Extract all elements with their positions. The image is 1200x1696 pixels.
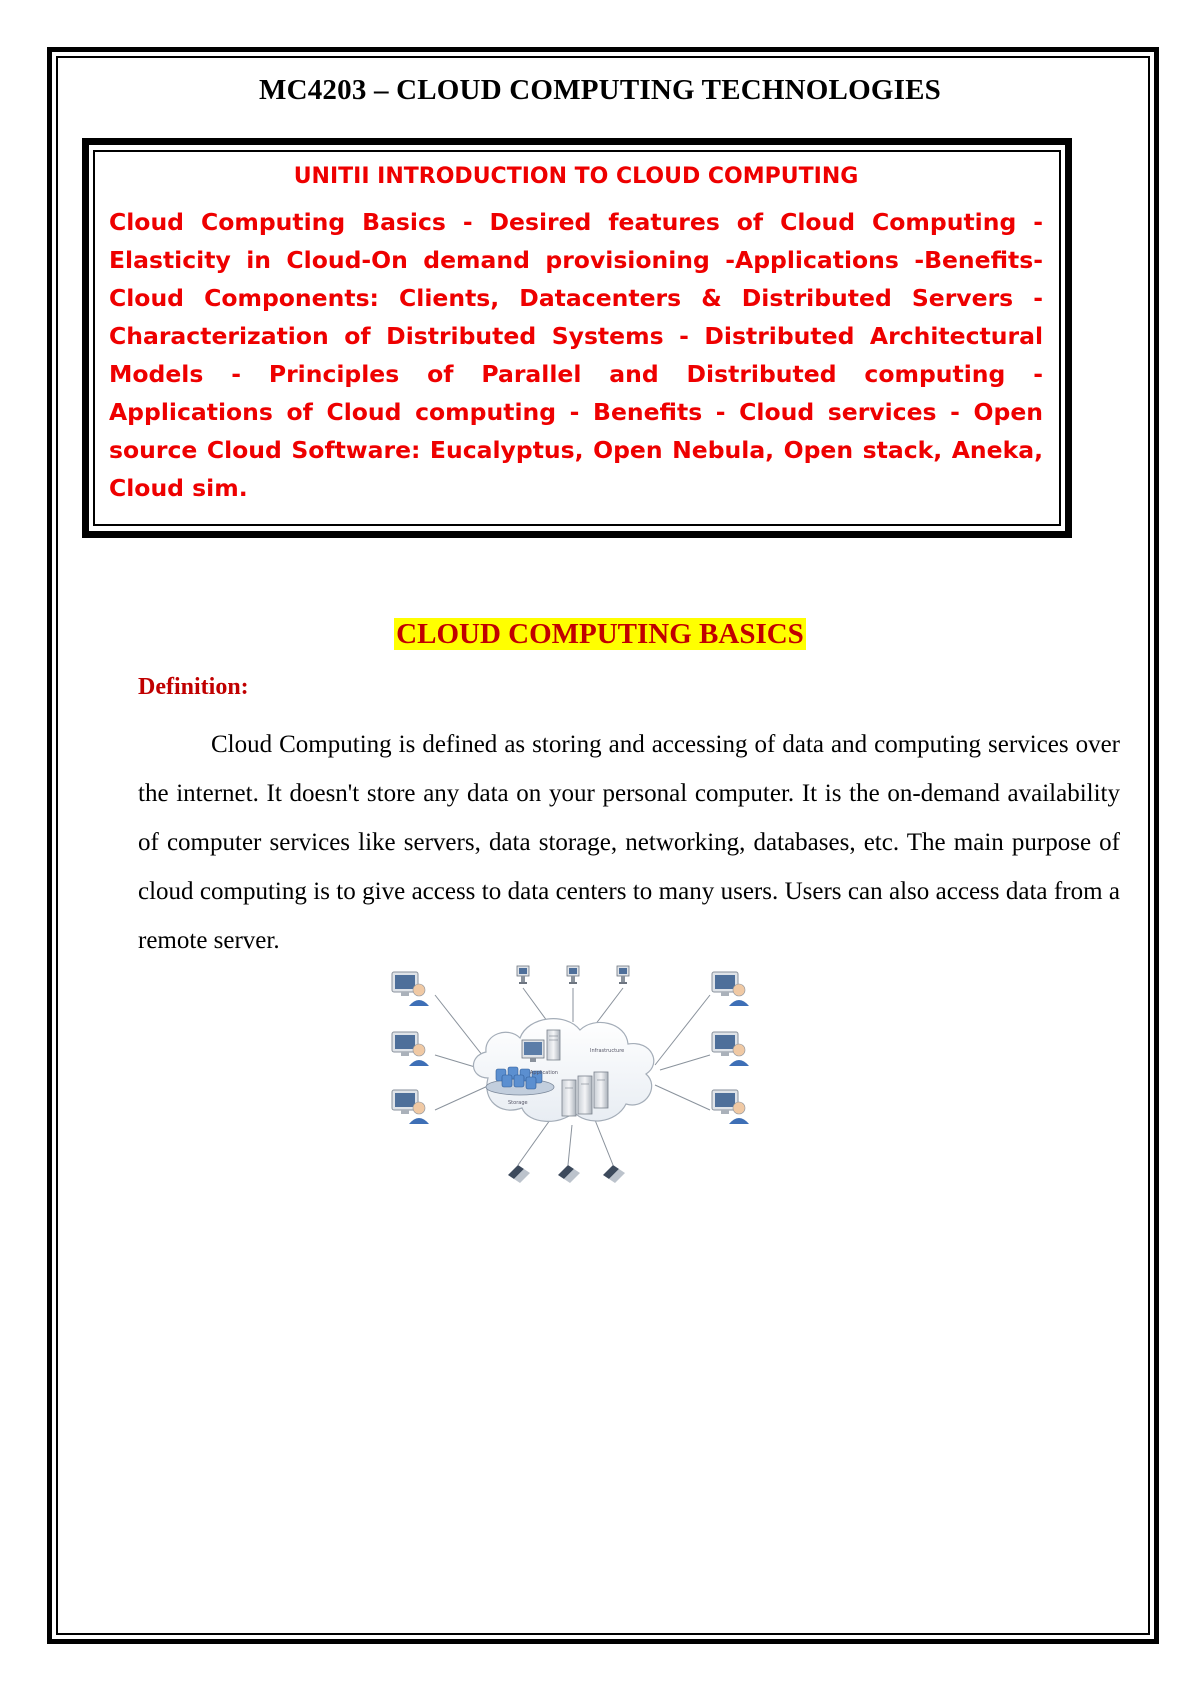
- unit-syllabus: Cloud Computing Basics - Desired features of Cloud Computing - Elasticity in Cloud-On demand provisioning -Applications -Benefits-Cloud Components: Clients, Datacenters & Distributed Servers - Characterization of Distributed Systems - Distributed Architectural Models - Principles of Parallel and Distributed computing - Applications of Cloud computing - Benefits - Cloud services - Open source Cloud Software: Eucalyptus, Open Nebula, Open stack, Aneka, Cloud sim.: [109, 208, 1043, 502]
- unit-box: [93, 150, 1061, 526]
- laptop-icon: [558, 1165, 580, 1183]
- laptop-icon: [603, 1165, 625, 1183]
- laptop-icon: [508, 1165, 530, 1183]
- definition-label: Definition:: [138, 674, 249, 700]
- label-storage: Storage: [508, 1100, 528, 1106]
- definition-text: Cloud Computing is defined as storing and accessing of data and computing services over the internet. It doesn't store any data on your personal computer. It is the on-demand availability of computer services like servers, data storage, networking, databases, etc. The main purpose of cloud computing is to give access to data centers to many users. Users can also access data from a remote server.: [138, 731, 1120, 954]
- cloud-computing-diagram: [390, 960, 760, 1196]
- section-title: [0, 618, 1200, 651]
- unit-heading: UNITII INTRODUCTION TO CLOUD COMPUTING: [293, 164, 859, 189]
- user-computer-icon: [712, 972, 749, 1006]
- label-application: Application: [530, 1070, 558, 1076]
- label-infrastructure: Infrastructure: [590, 1048, 625, 1054]
- user-computer-icon: [712, 1032, 749, 1066]
- monitor-icon: [517, 966, 529, 984]
- user-computer-icon: [392, 972, 429, 1006]
- section-title-text: CLOUD COMPUTING BASICS: [396, 618, 804, 650]
- monitor-icon: [617, 966, 629, 984]
- server-icon: [547, 1030, 560, 1060]
- course-title: MC4203 – CLOUD COMPUTING TECHNOLOGIES: [259, 74, 941, 106]
- user-computer-icon: [392, 1090, 429, 1124]
- user-computer-icon: [392, 1032, 429, 1066]
- user-computer-icon: [712, 1090, 749, 1124]
- monitor-icon: [567, 966, 579, 984]
